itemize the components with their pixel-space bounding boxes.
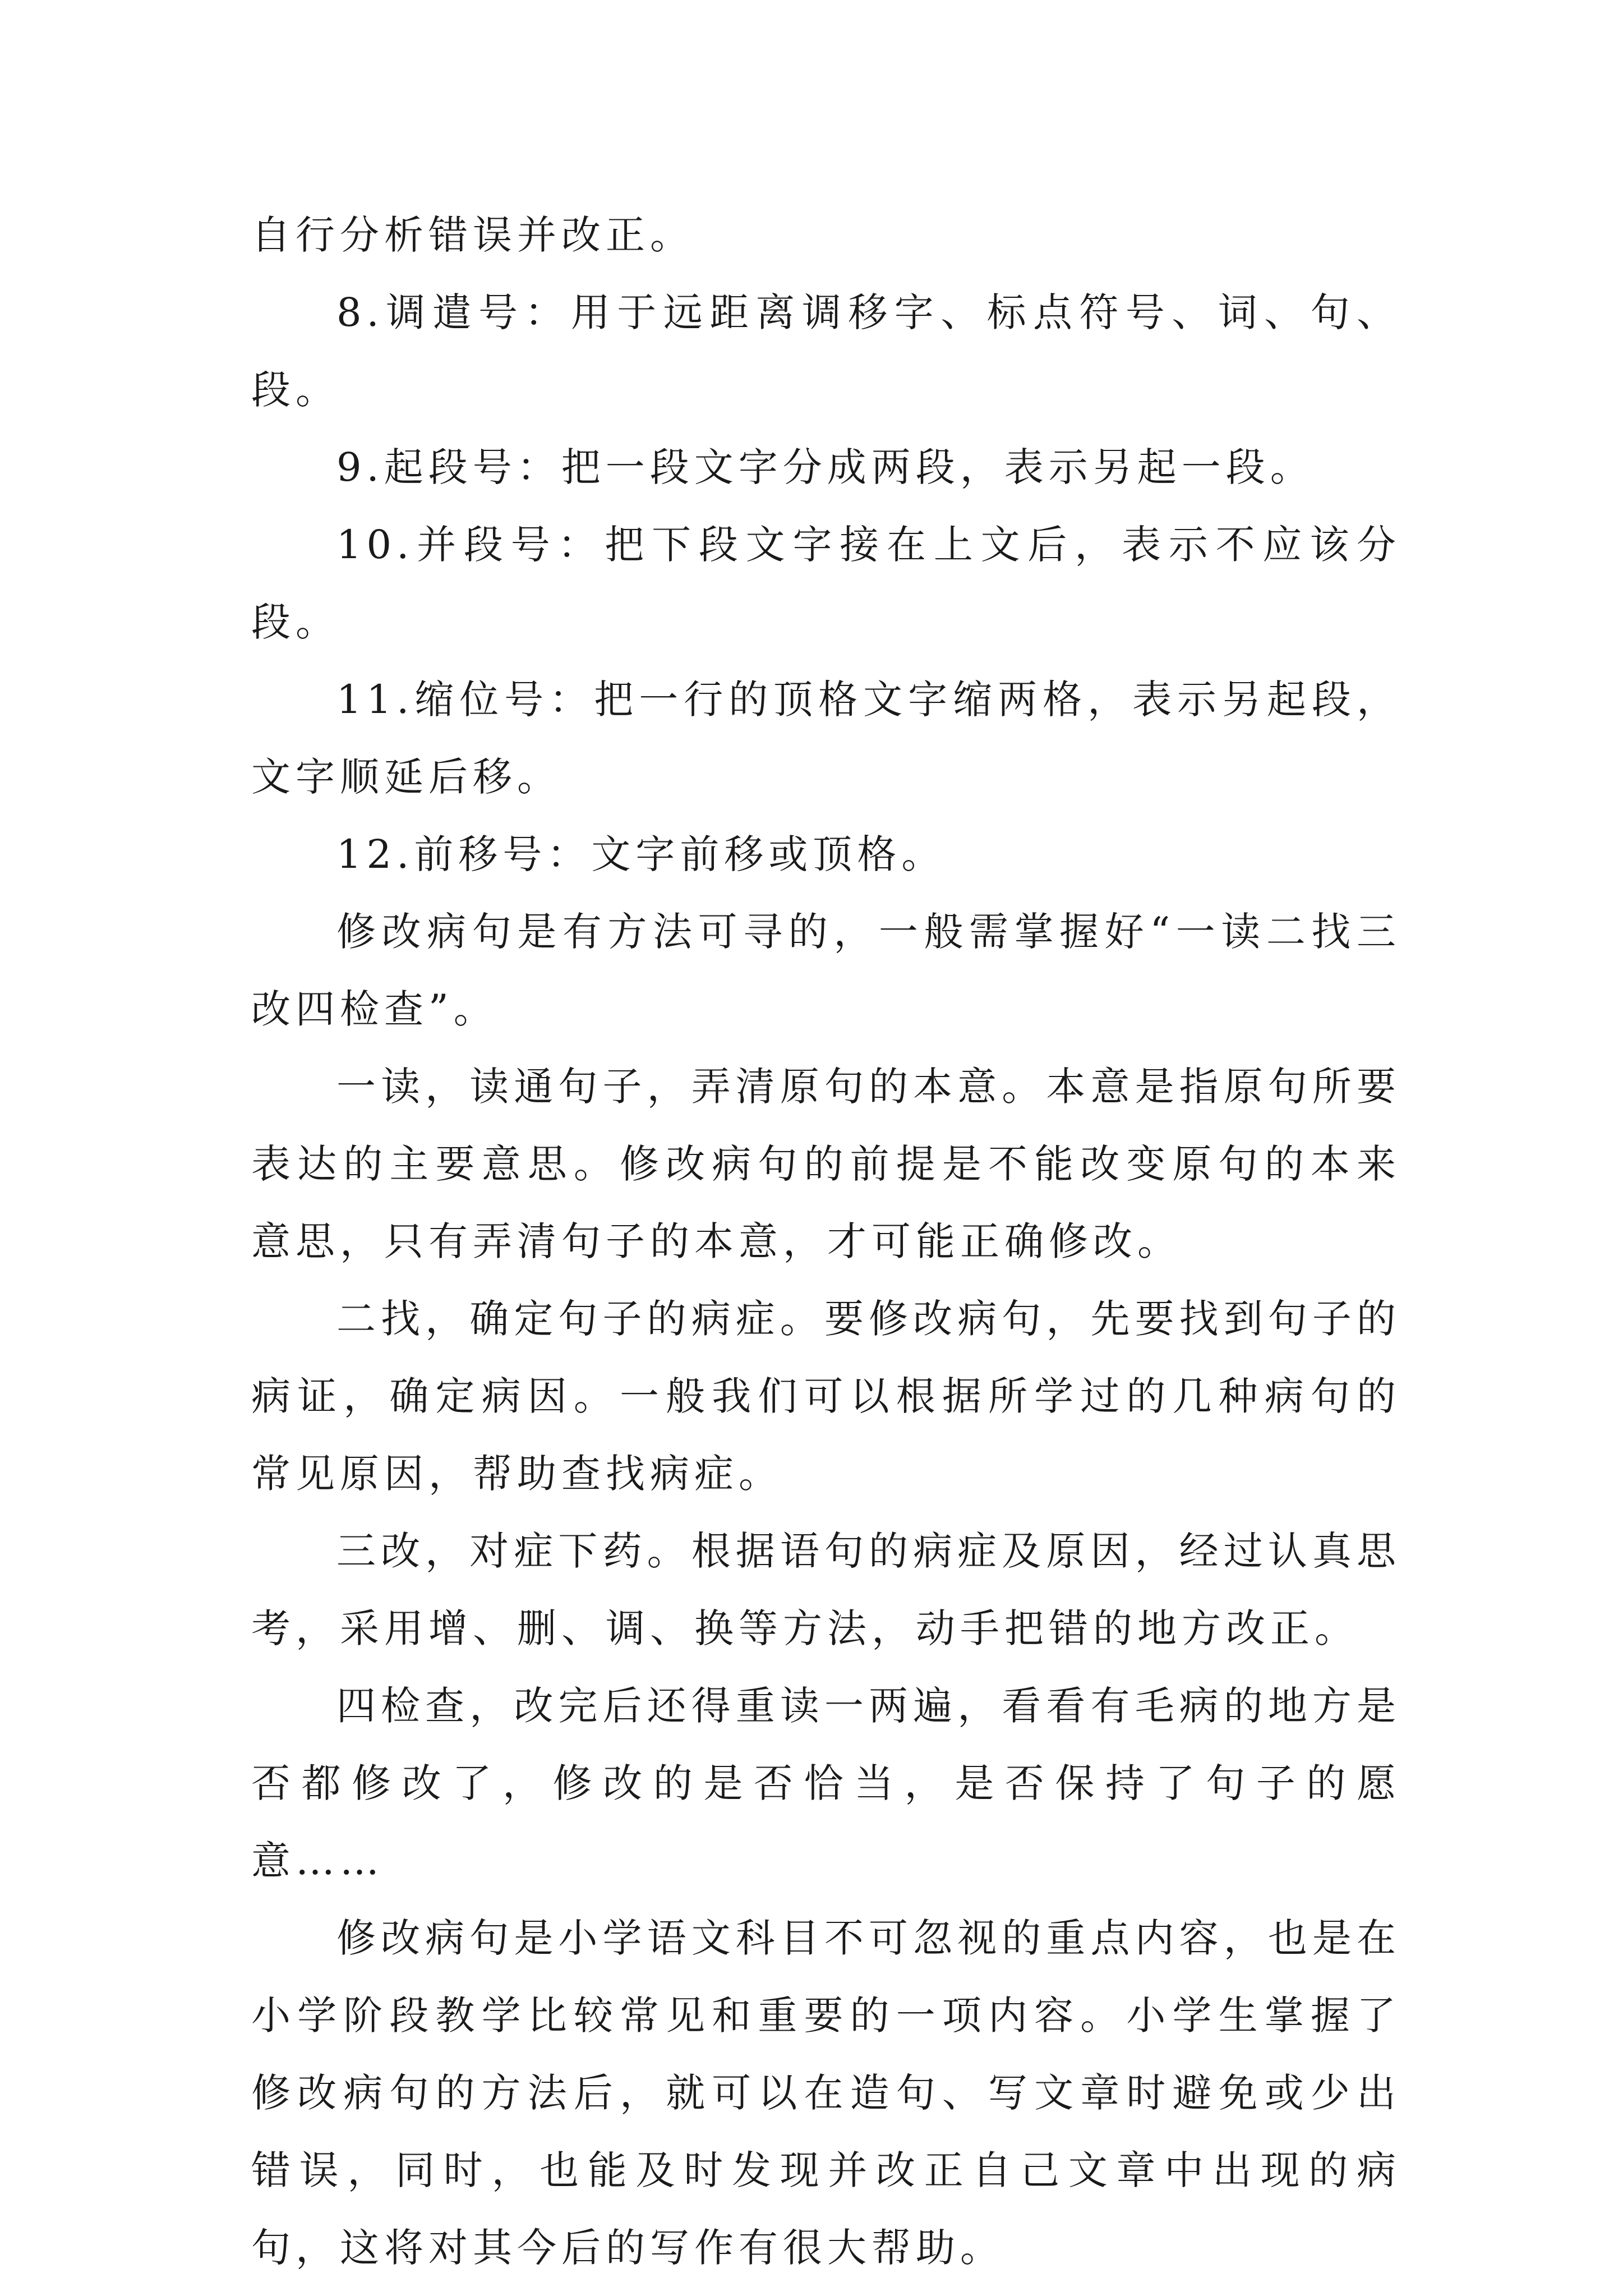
paragraph-item-11: 11.缩位号：把一行的顶格文字缩两格，表示另起段，文字顺延后移。 <box>251 677 1401 800</box>
paragraph-method-intro: 修改病句是有方法可寻的，一般需掌握好“一读二找三改四检查”。 <box>251 909 1401 1032</box>
paragraph-step-find: 二找，确定句子的病症。要修改病句，先要找到句子的病证，确定病因。一般我们可以根据所学过的几种病句的常见原因，帮助查找病症。 <box>251 1296 1401 1497</box>
paragraph-item-9: 9.起段号：把一段文字分成两段，表示另起一段。 <box>336 444 1315 490</box>
paragraph-conclusion: 修改病句是小学语文科目不可忽视的重点内容，也是在小学阶段教学比较常见和重要的一项内容。小学生掌握了修改病句的方法后，就可以在造句、写文章时避免或少出错误，同时，也能及时发现并改正自己文章中出现的病句，这将对其今后的写作有很大帮助。 <box>251 1915 1401 2271</box>
paragraph-item-10: 10.并段号：把下段文字接在上文后，表示不应该分段。 <box>251 522 1401 645</box>
paragraph-step-read: 一读，读通句子，弄清原句的本意。本意是指原句所要表达的主要意思。修改病句的前提是不能改变原句的本来意思，只有弄清句子的本意，才可能正确修改。 <box>251 1064 1401 1264</box>
paragraph-item-8: 8.调遣号：用于远距离调移字、标点符号、词、句、段。 <box>251 289 1401 413</box>
paragraph-step-check: 四检查，改完后还得重读一两遍，看看有毛病的地方是否都修改了，修改的是否恰当，是否保持了句子的愿意…… <box>251 1683 1401 1884</box>
document-body <box>251 196 1401 2286</box>
paragraph-item-12: 12.前移号：文字前移或顶格。 <box>336 831 946 877</box>
paragraph-step-fix: 三改，对症下药。根据语句的病症及原因，经过认真思考，采用增、删、调、换等方法，动手把错的地方改正。 <box>251 1528 1401 1651</box>
paragraph-continuation: 自行分析错误并改正。 <box>251 212 694 258</box>
